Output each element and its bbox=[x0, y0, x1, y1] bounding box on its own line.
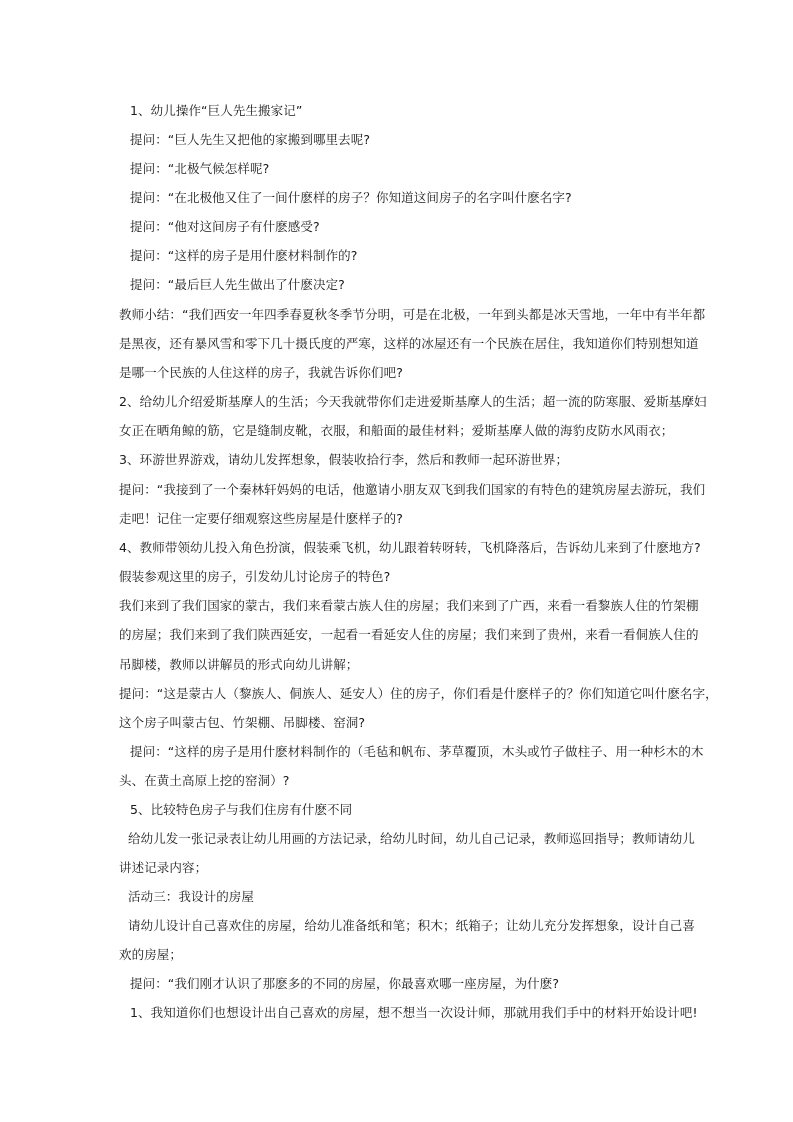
question-line: 提问：“他对这间房子有什麽感受? bbox=[130, 219, 320, 234]
paragraph-line: 提问：“这是蒙古人（黎族人、侗族人、延安人）住的房子，你们看是什麽样子的？你们知道它叫什麽名字， bbox=[119, 686, 718, 701]
step-1-heading: 1、幼儿操作“巨人先生搬家记” bbox=[130, 103, 303, 118]
paragraph-line: 欢的房屋； bbox=[119, 947, 183, 962]
paragraph-line: 教师小结：“我们西安一年四季春夏秋冬季节分明，可是在北极，一年到头都是冰天雪地，一年中有半年都 bbox=[119, 307, 706, 322]
question-line: 提问：“最后巨人先生做出了什麽决定? bbox=[130, 277, 345, 292]
activity-heading: 活动三：我设计的房屋 bbox=[128, 889, 255, 904]
paragraph-line: 女正在晒角鲸的筋，它是缝制皮靴，衣服，和船面的最佳材料；爱斯基摩人做的海豹皮防水风雨衣； bbox=[119, 423, 674, 438]
paragraph-line: 是哪一个民族的人住这样的房子，我就告诉你们吧? bbox=[119, 365, 403, 380]
question-line: 提问：“这样的房子是用什麽材料制作的（毛毡和帆布、茅草覆顶，木头或竹子做柱子、用一种杉木的木 bbox=[130, 744, 704, 759]
paragraph-line: 吊脚楼，教师以讲解员的形式向幼儿讲解； bbox=[119, 657, 359, 672]
paragraph-line: 3、环游世界游戏，请幼儿发挥想象，假装收拾行李，然后和教师一起环游世界； bbox=[119, 452, 569, 467]
paragraph-line: 1、我知道你们也想设计出自己喜欢的房屋，想不想当一次设计师，那就用我们手中的材料开始设计吧! bbox=[130, 1005, 698, 1020]
paragraph-line: 请幼儿设计自己喜欢住的房屋，给幼儿准备纸和笔；积木；纸箱子；让幼儿充分发挥想象，设计自己喜 bbox=[128, 918, 696, 933]
question-line: 提问：“这样的房子是用什麽材料制作的? bbox=[130, 248, 358, 263]
question-line: 提问：“我们刚才认识了那麽多的不同的房屋，你最喜欢哪一座房屋，为什麽? bbox=[130, 976, 560, 991]
step-5-heading: 5、比较特色房子与我们住房有什麽不同 bbox=[130, 802, 353, 817]
paragraph-line: 讲述记录内容； bbox=[119, 860, 208, 875]
paragraph-line: 头、在黄土高原上挖的窑洞）? bbox=[119, 773, 290, 788]
paragraph-line: 4、教师带领幼儿投入角色扮演，假装乘飞机，幼儿跟着转呀转，飞机降落后，告诉幼儿来到了什麽地方? bbox=[119, 540, 701, 555]
question-line: 提问：“巨人先生又把他的家搬到哪里去呢? bbox=[130, 132, 371, 147]
paragraph-line: 2、给幼儿介绍爱斯基摩人的生活；今天我就带你们走进爱斯基摩人的生活；超一流的防寒服、爱斯基摩妇 bbox=[119, 394, 707, 409]
paragraph-line: 的房屋；我们来到了我们陕西延安，一起看一看延安人住的房屋；我们来到了贵州，来看一看侗族人住的 bbox=[119, 627, 699, 642]
question-line: 提问：“北极气候怎样呢? bbox=[130, 161, 270, 176]
paragraph-line: 给幼儿发一张记录表让幼儿用画的方法记录，给幼儿时间，幼儿自己记录，教师巡回指导；教师请幼儿 bbox=[128, 831, 696, 846]
paragraph-line: 提问：“我接到了一个秦林轩妈妈的电话，他邀请小朋友双飞到我们国家的有特色的建筑房屋去游玩，我们 bbox=[119, 482, 706, 497]
paragraph-line: 假装参观这里的房子，引发幼儿讨论房子的特色? bbox=[119, 569, 391, 584]
question-line: 提问：“在北极他又住了一间什麽样的房子？你知道这间房子的名字叫什麽名字? bbox=[130, 190, 572, 205]
paragraph-line: 我们来到了我们国家的蒙古，我们来看蒙古族人住的房屋；我们来到了广西，来看一看黎族人住的竹架棚 bbox=[119, 598, 699, 613]
paragraph-line: 走吧！记住一定要仔细观察这些房屋是什麽样子的? bbox=[119, 511, 403, 526]
paragraph-line: 是黑夜，还有暴风雪和零下几十摄氏度的严寒，这样的冰屋还有一个民族在居住，我知道你们特别想知道 bbox=[119, 336, 699, 351]
paragraph-line: 这个房子叫蒙古包、竹架棚、吊脚楼、窑洞? bbox=[119, 715, 366, 730]
